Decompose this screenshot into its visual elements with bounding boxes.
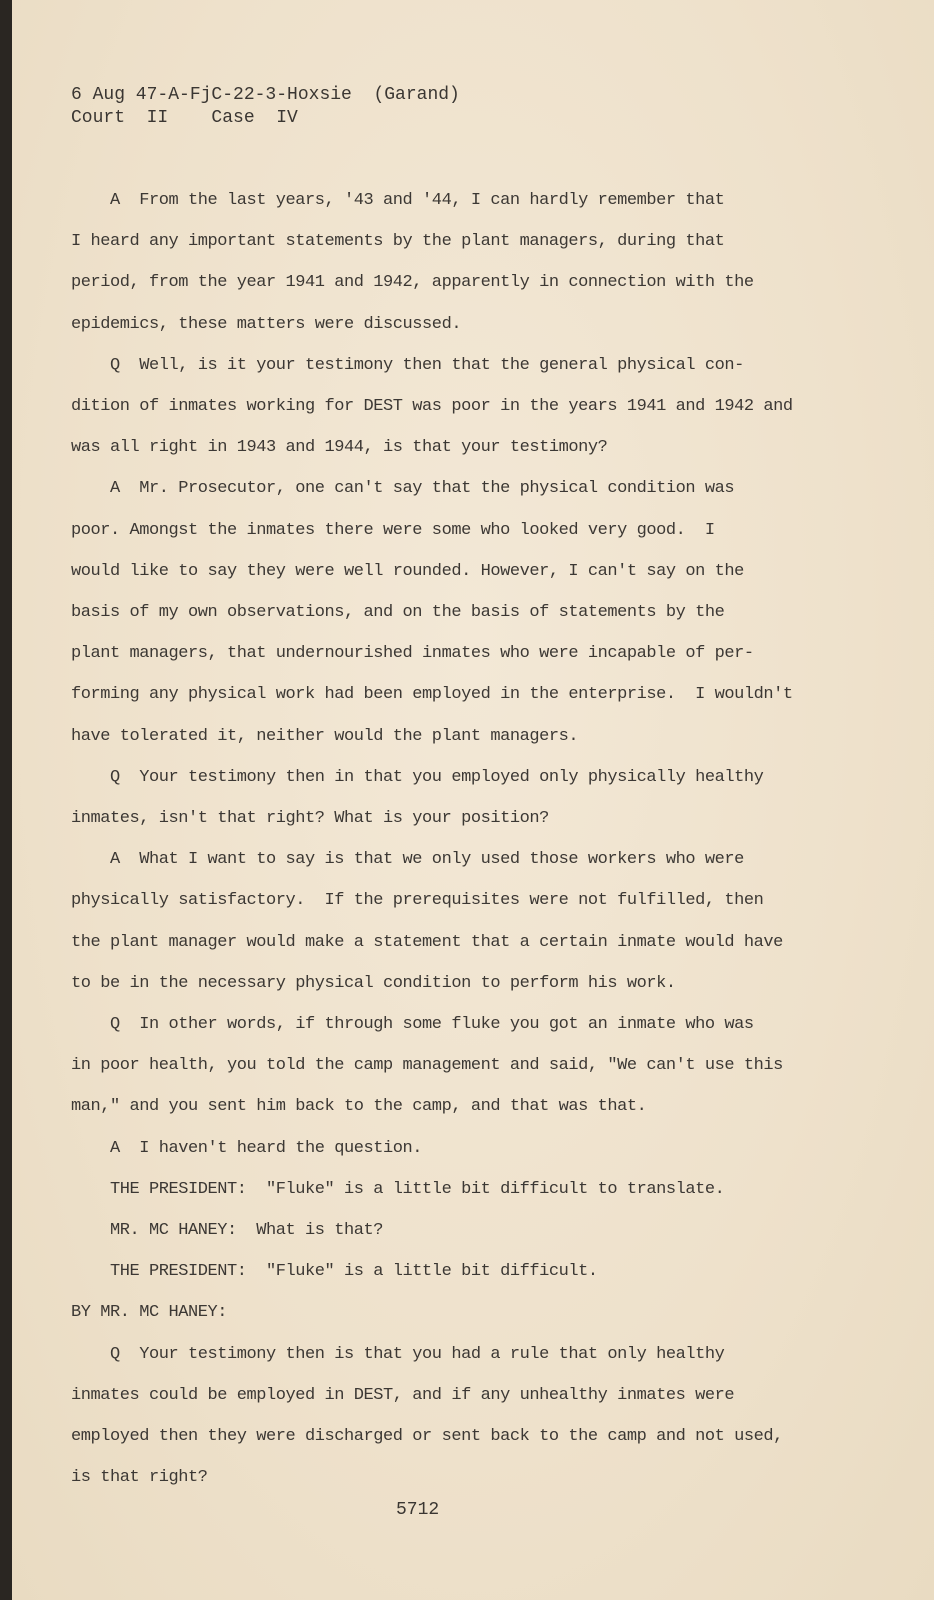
transcript-body — [71, 180, 851, 1499]
transcript-line: Q Your testimony then is that you had a rule that only healthy — [71, 1344, 725, 1364]
transcript-line: epidemics, these matters were discussed. — [71, 314, 462, 334]
transcript-line: poor. Amongst the inmates there were some who looked very good. I — [71, 520, 715, 540]
transcript-line: basis of my own observations, and on the basis of statements by the — [71, 603, 725, 623]
transcript-line: THE PRESIDENT: "Fluke" is a little bit difficult to translate. — [71, 1179, 725, 1199]
transcript-line: inmates, isn't that right? What is your position? — [71, 809, 549, 829]
page-number: 5712 — [396, 1500, 440, 1520]
transcript-line: I heard any important statements by the plant managers, during that — [71, 232, 725, 252]
transcript-line: MR. MC HANEY: What is that? — [71, 1221, 384, 1241]
transcript-line: A What I want to say is that we only used those workers who were — [71, 850, 744, 870]
transcript-line: Q Your testimony then in that you employed only physically healthy — [71, 767, 764, 787]
transcript-line: A From the last years, '43 and '44, I can hardly remember that — [71, 191, 725, 210]
transcript-line: plant managers, that undernourished inmates who were incapable of per- — [71, 644, 754, 664]
transcript-line: dition of inmates working for DEST was poor in the years 1941 and 1942 and — [71, 397, 793, 417]
transcript-line: was all right in 1943 and 1944, is that your testimony? — [71, 438, 608, 458]
transcript-line: inmates could be employed in DEST, and if any unhealthy inmates were — [71, 1385, 735, 1405]
header-line-1: 6 Aug 47-A-FjC-22-3-Hoxsie (Garand) — [71, 85, 460, 105]
document-header — [71, 84, 460, 130]
transcript-line: A I haven't heard the question. — [71, 1138, 423, 1158]
transcript-line: the plant manager would make a statement that a certain inmate would have — [71, 932, 783, 952]
transcript-line: employed then they were discharged or sent back to the camp and not used, — [71, 1427, 783, 1447]
transcript-line: Q Well, is it your testimony then that the general physical con- — [71, 355, 744, 375]
document-page — [12, 0, 934, 1600]
transcript-line: have tolerated it, neither would the plant managers. — [71, 726, 579, 746]
transcript-line: to be in the necessary physical condition to perform his work. — [71, 973, 676, 993]
transcript-line: THE PRESIDENT: "Fluke" is a little bit difficult. — [71, 1262, 598, 1282]
transcript-line: BY MR. MC HANEY: — [71, 1303, 228, 1323]
transcript-line: man," and you sent him back to the camp, and that was that. — [71, 1097, 647, 1117]
transcript-line: would like to say they were well rounded. However, I can't say on the — [71, 561, 744, 581]
transcript-line: forming any physical work had been employed in the enterprise. I wouldn't — [71, 685, 793, 705]
transcript-line: in poor health, you told the camp management and said, "We can't use this — [71, 1056, 783, 1076]
transcript-line: period, from the year 1941 and 1942, apparently in connection with the — [71, 273, 754, 293]
transcript-line: Q In other words, if through some fluke you got an inmate who was — [71, 1015, 754, 1035]
transcript-line: physically satisfactory. If the prerequisites were not fulfilled, then — [71, 891, 764, 911]
header-line-2: Court II Case IV — [71, 108, 298, 128]
transcript-line: A Mr. Prosecutor, one can't say that the physical condition was — [71, 479, 735, 499]
transcript-line: is that right? — [71, 1468, 208, 1488]
